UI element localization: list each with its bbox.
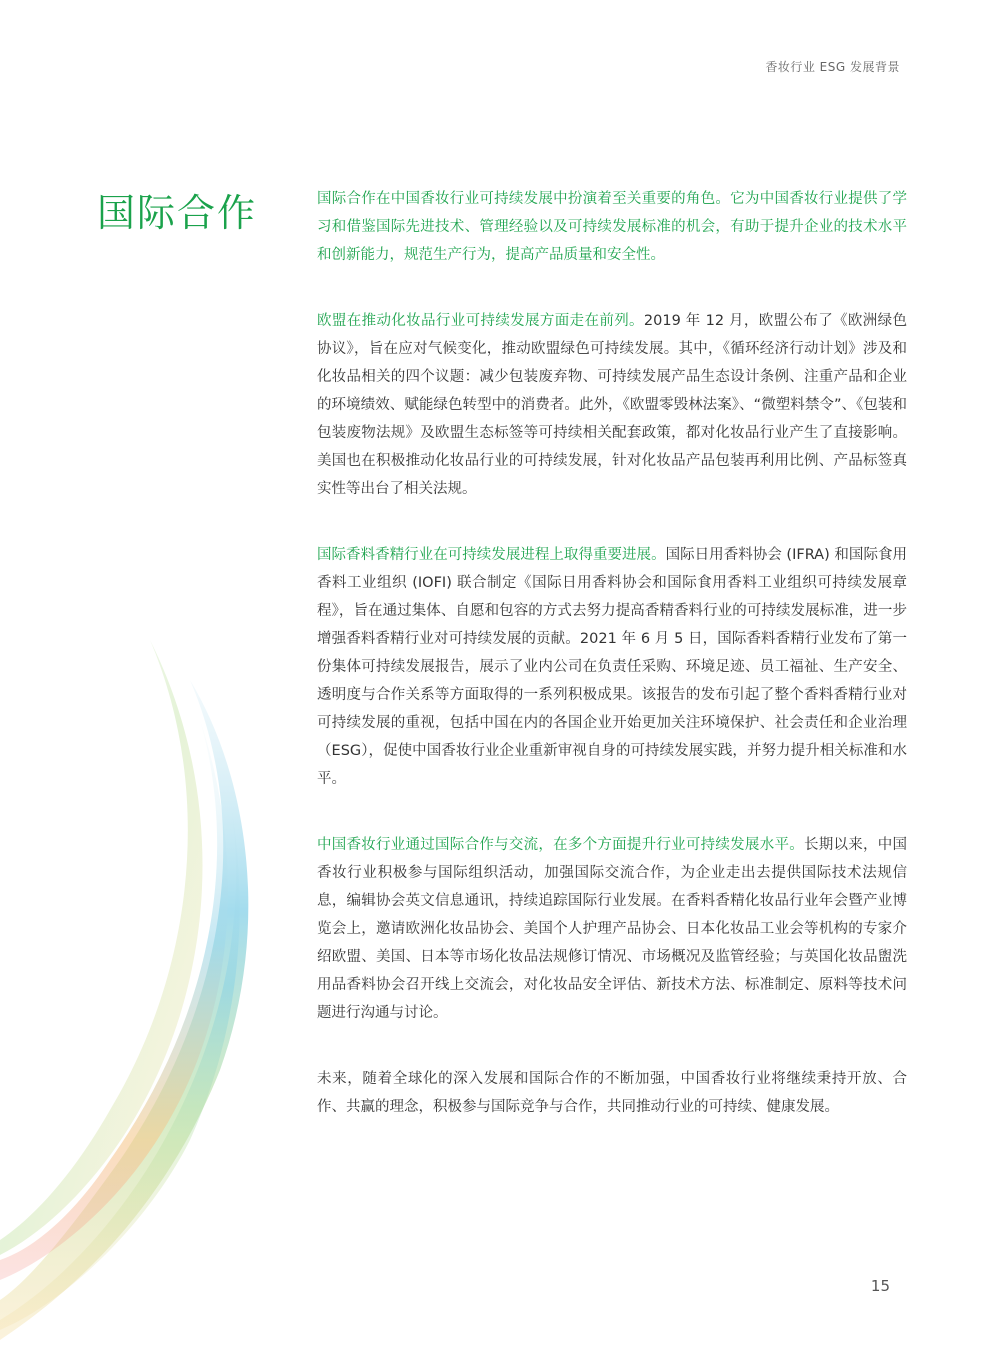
- paragraph-lead: 国际香料香精行业在可持续发展进程上取得重要进展。: [317, 547, 666, 563]
- paragraph-text: 未来，随着全球化的深入发展和国际合作的不断加强，中国香妆行业将继续秉持开放、合作、共赢的理念，积极参与国际竞争与合作，共同推动行业的可持续、健康发展。: [317, 1071, 907, 1115]
- paragraph-fragrance: [317, 541, 907, 793]
- paragraph-china: [317, 831, 907, 1027]
- paragraph-text: 国际日用香料协会 (IFRA) 和国际食用香料工业组织 (IOFI) 联合制定《国际日用香料协会和国际食用香料工业组织可持续发展章程》，旨在通过集体、自愿和包容的方式去努力提高香精香料行业的可持续发展标准，进一步增强香料香精行业对可持续发展的贡献。2021 年 6 月 5 日，国际香料香精行业发布了第一份集体可持续发展报告，展示了业内公司在负责任采购、环境足迹、员工福祉、生产安全、透明度与合作关系等方面取得的一系列积极成果。该报告的发布引起了整个香料香精行业对可持续发展的重视，包括中国在内的各国企业开始更加关注环境保护、社会责任和企业治理（ESG），促使中国香妆行业企业重新审视自身的可持续发展实践，并努力提升相关标准和水平。: [317, 547, 907, 787]
- paragraph-text: 长期以来，中国香妆行业积极参与国际组织活动，加强国际交流合作，为企业走出去提供国际技术法规信息，编辑协会英文信息通讯，持续追踪国际行业发展。在香料香精化妆品行业年会暨产业博览会上，邀请欧洲化妆品协会、美国个人护理产品协会、日本化妆品工业会等机构的专家介绍欧盟、美国、日本等市场化妆品法规修订情况、市场概况及监管经验；与英国化妆品盥洗用品香料协会召开线上交流会，对化妆品安全评估、新技术方法、标准制定、原料等技术问题进行沟通与讨论。: [317, 837, 908, 1021]
- running-header: 香妆行业 ESG 发展背景: [765, 60, 900, 74]
- paragraph-lead: 中国香妆行业通过国际合作与交流，在多个方面提升行业可持续发展水平。: [317, 837, 804, 853]
- article-body: [317, 185, 907, 1159]
- paragraph-lead: 欧盟在推动化妆品行业可持续发展方面走在前列。: [317, 313, 644, 329]
- paragraph-future: [317, 1065, 907, 1121]
- section-title: 国际合作: [97, 191, 258, 235]
- paragraph-text: 2019 年 12 月，欧盟公布了《欧洲绿色协议》，旨在应对气候变化，推动欧盟绿色可持续发展。其中，《循环经济行动计划》涉及和化妆品相关的四个议题：减少包装废弃物、可持续发展产品生态设计条例、注重产品和企业的环境绩效、赋能绿色转型中的消费者。此外，《欧盟零毁林法案》、“微塑料禁令”、《包装和包装废物法规》及欧盟生态标签等可持续相关配套政策，都对化妆品行业产生了直接影响。美国也在积极推动化妆品行业的可持续发展，针对化妆品产品包装再利用比例、产品标签真实性等出台了相关法规。: [317, 313, 907, 497]
- paragraph-intro: [317, 185, 907, 269]
- paragraph-eu: [317, 307, 907, 503]
- decorative-swirl-graphic: [0, 600, 360, 1357]
- paragraph-lead: 国际合作在中国香妆行业可持续发展中扮演着至关重要的角色。它为中国香妆行业提供了学习和借鉴国际先进技术、管理经验以及可持续发展标准的机会，有助于提升企业的技术水平和创新能力，规范生产行为，提高产品质量和安全性。: [317, 191, 907, 263]
- page-number: 15: [870, 1277, 890, 1295]
